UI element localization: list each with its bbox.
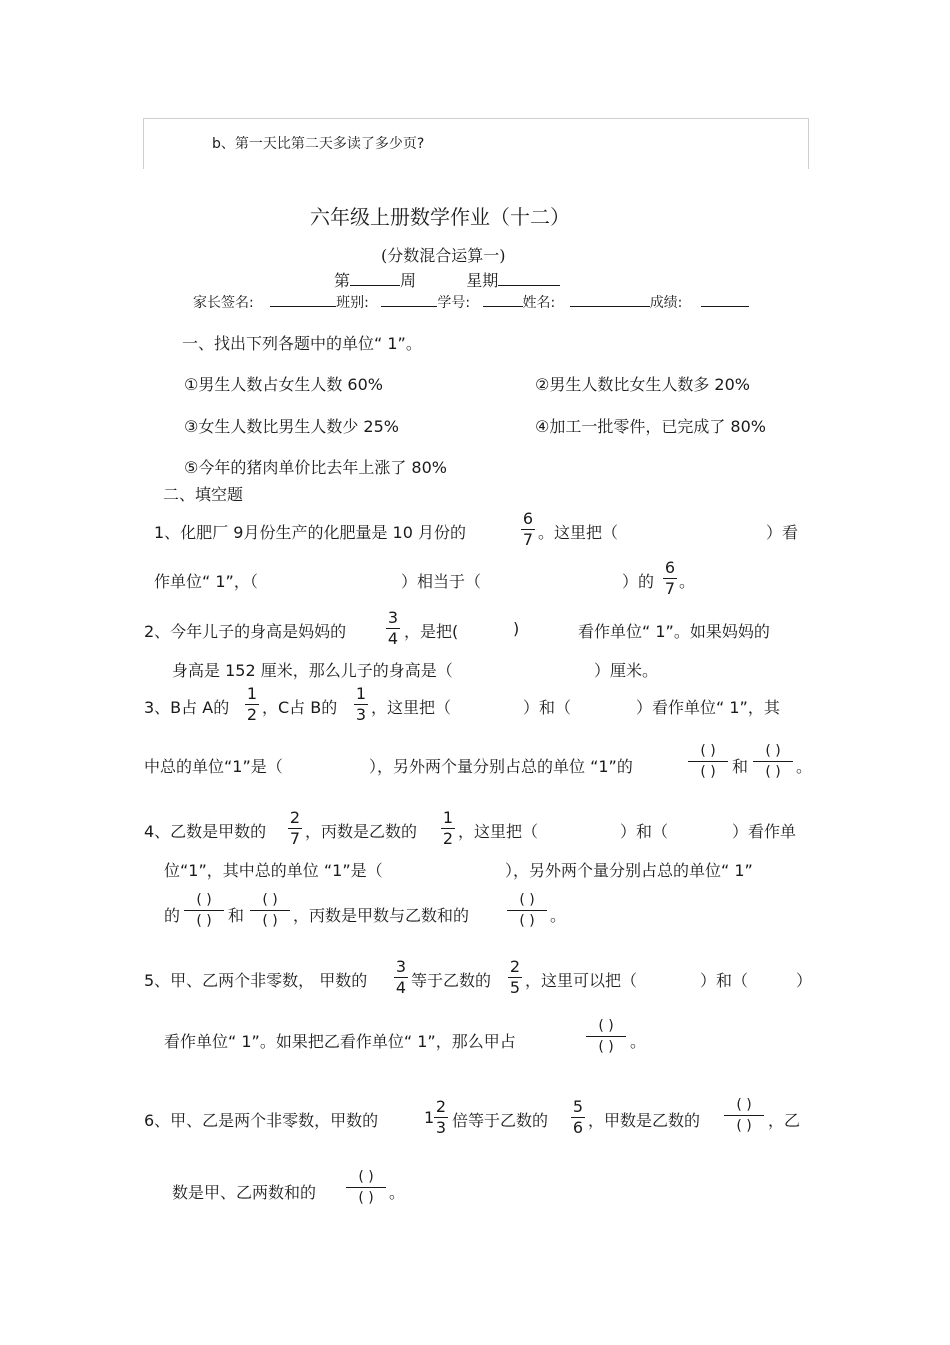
q5-text-f: 看作单位“ 1”。如果把乙看作单位“ 1”，那么甲占	[164, 1032, 516, 1051]
q1-frac-den: 7	[522, 530, 534, 549]
q3-fraction-1	[245, 684, 259, 725]
score-blank[interactable]	[701, 292, 749, 307]
page-title: 六年级上册数学作业（十二）	[310, 205, 570, 229]
q6-text-e: 数是甲、乙两数和的	[172, 1183, 317, 1202]
q1-text-f: ）的	[622, 572, 655, 591]
q5-text-g: 。	[630, 1032, 647, 1051]
q1-text-a: 1、化肥厂 9月份生产的化肥量是 10 月份的	[154, 523, 466, 542]
section1-heading: 一、找出下列各题中的单位“ 1”。	[182, 334, 422, 353]
q5-frac2-den: 5	[509, 978, 521, 997]
week-blank[interactable]	[350, 271, 400, 286]
q4-frac1-den: 7	[289, 829, 301, 848]
q6-blank-fraction-2[interactable]	[346, 1167, 386, 1208]
q5-text-c: ，这里可以把（	[525, 971, 638, 990]
q2-frac-den: 4	[387, 629, 399, 648]
top-question: b、第一天比第二天多读了多少页?	[212, 136, 425, 152]
q6-text-f: 。	[389, 1183, 406, 1202]
blank-num: ( )	[598, 1018, 614, 1034]
blank-num: ( )	[765, 743, 781, 759]
class-label: 班别:	[336, 295, 369, 311]
q2-text-b: ，是把(	[404, 622, 459, 641]
section1-item-4: ④加工一批零件，已完成了 80%	[535, 417, 766, 436]
q3-blank-fraction-2[interactable]	[753, 741, 793, 782]
q4-text-i: 和	[228, 906, 245, 925]
q3-blank-fraction-1[interactable]	[688, 741, 728, 782]
q4-text-k: 。	[550, 906, 567, 925]
q4-text-f: 位“1”，其中总的单位 “1”是（	[164, 861, 383, 880]
parent-sign-blank[interactable]	[270, 292, 336, 307]
student-no-blank[interactable]	[483, 292, 523, 307]
info-line	[193, 292, 749, 312]
blank-den: ( )	[736, 1118, 752, 1134]
q6-frac1-num: 2	[435, 1097, 447, 1116]
blank-num: ( )	[262, 892, 278, 908]
q5-blank-fraction[interactable]	[586, 1016, 626, 1057]
q3-frac1-num: 1	[246, 684, 258, 703]
q5-text-d: ）和（	[700, 971, 749, 990]
blank-num: ( )	[700, 743, 716, 759]
q5-fraction-1	[394, 957, 408, 998]
q3-text-g: ），另外两个量分别占总的单位 “1”的	[369, 757, 633, 776]
q2-text-a: 2、今年儿子的身高是妈妈的	[144, 622, 347, 641]
q1-text-e: ）相当于（	[401, 572, 482, 591]
week-di: 第	[334, 271, 351, 290]
q5-frac1-num: 3	[395, 957, 407, 976]
blank-den: ( )	[196, 913, 212, 929]
blank-den: ( )	[598, 1039, 614, 1055]
q6-frac2-den: 6	[572, 1118, 584, 1137]
q4-text-e: ）看作单	[732, 822, 797, 841]
parent-sign-label: 家长签名:	[193, 295, 254, 311]
q2-fraction	[386, 608, 400, 649]
q4-fraction-1	[288, 808, 302, 849]
q4-text-d: ）和（	[620, 822, 669, 841]
q5-fraction-2	[508, 957, 522, 998]
q1-text-d: 作单位“ 1”，（	[154, 572, 258, 591]
q6-fraction-1	[434, 1097, 448, 1138]
blank-den: ( )	[358, 1190, 374, 1206]
student-no-label: 学号:	[437, 295, 471, 311]
section1-item-5: ⑤今年的猪肉单价比去年上涨了 80%	[184, 458, 447, 477]
q6-text-d: ，乙	[768, 1111, 801, 1130]
name-blank[interactable]	[570, 292, 650, 307]
blank-num: ( )	[358, 1169, 374, 1185]
q6-fraction-2	[571, 1097, 585, 1138]
q4-text-g: ），另外两个量分别占总的单位“ 1”	[505, 861, 753, 880]
q3-text-e: ）看作单位“ 1”，其	[636, 698, 780, 717]
q6-mixed-whole: 1	[424, 1108, 435, 1127]
q4-fraction-2	[441, 808, 455, 849]
q4-blank-fraction-1[interactable]	[184, 890, 224, 931]
q1-frac-num: 6	[522, 509, 534, 528]
q3-frac1-den: 2	[246, 705, 258, 724]
q4-blank-fraction-2[interactable]	[250, 890, 290, 931]
q3-fraction-2	[354, 684, 368, 725]
blank-den: ( )	[700, 764, 716, 780]
q3-frac2-den: 3	[355, 705, 367, 724]
blank-den: ( )	[519, 913, 535, 929]
q6-blank-fraction-1[interactable]	[724, 1095, 764, 1136]
q5-text-b: 等于乙数的	[411, 971, 492, 990]
q2-text-e: 身高是 152 厘米，那么儿子的身高是（	[172, 661, 453, 680]
class-blank[interactable]	[381, 292, 437, 307]
q6-frac1-den: 3	[435, 1118, 447, 1137]
q5-frac2-num: 2	[509, 957, 521, 976]
q6-text-c: ，甲数是乙数的	[588, 1111, 701, 1130]
score-label: 成绩:	[649, 295, 683, 311]
q4-text-a: 4、乙数是甲数的	[144, 822, 267, 841]
name-label: 姓名:	[522, 295, 556, 311]
q5-frac1-den: 4	[395, 978, 407, 997]
q3-text-b: ，C占 B的	[262, 698, 338, 717]
q6-text-b: 倍等于乙数的	[452, 1111, 549, 1130]
q4-text-b: ，丙数是乙数的	[305, 822, 418, 841]
q3-text-c: ，这里把（	[371, 698, 452, 717]
section2-heading: 二、填空题	[163, 485, 244, 504]
blank-den: ( )	[765, 764, 781, 780]
q4-frac2-num: 1	[442, 808, 454, 827]
q1-fraction-2	[663, 558, 677, 599]
section1-item-2: ②男生人数比女生人数多 20%	[535, 375, 750, 394]
blank-num: ( )	[196, 892, 212, 908]
q1-frac2-num: 6	[664, 558, 676, 577]
q1-text-c: ）看	[766, 523, 799, 542]
q5-text-a: 5、甲、乙两个非零数， 甲数的	[144, 971, 368, 990]
q4-text-j: ，丙数是甲数与乙数和的	[293, 906, 470, 925]
q4-text-c: ，这里把（	[458, 822, 539, 841]
q2-frac-num: 3	[387, 608, 399, 627]
q1-text-g: 。	[679, 572, 696, 591]
q4-frac1-num: 2	[289, 808, 301, 827]
blank-num: ( )	[519, 892, 535, 908]
q3-text-i: 。	[796, 757, 813, 776]
q1-fraction	[521, 509, 535, 550]
q4-text-h: 的	[164, 906, 181, 925]
q4-frac2-den: 2	[442, 829, 454, 848]
q5-text-e: ）	[796, 971, 813, 990]
q6-frac2-num: 5	[572, 1097, 584, 1116]
q2-text-c: )	[513, 619, 520, 638]
q3-frac2-num: 1	[355, 684, 367, 703]
section1-item-1: ①男生人数占女生人数 60%	[184, 375, 383, 394]
q3-text-a: 3、B占 A的	[144, 698, 230, 717]
page-subtitle: (分数混合运算一)	[381, 246, 506, 265]
weekday-blank[interactable]	[498, 271, 560, 286]
q6-text-a: 6、甲、乙是两个非零数，甲数的	[144, 1111, 379, 1130]
q2-text-f: ）厘米。	[594, 661, 659, 680]
q1-text-b: 。这里把（	[538, 523, 619, 542]
q1-frac2-den: 7	[664, 579, 676, 598]
q3-text-d: ）和（	[523, 698, 572, 717]
week-line	[334, 268, 560, 291]
weekday-label: 星期	[466, 271, 499, 290]
q4-blank-fraction-3[interactable]	[507, 890, 547, 931]
q3-text-h: 和	[732, 757, 749, 776]
q2-text-d: 看作单位“ 1”。如果妈妈的	[578, 622, 770, 641]
week-zhou: 周	[400, 271, 417, 290]
section1-item-3: ③女生人数比男生人数少 25%	[184, 417, 399, 436]
blank-den: ( )	[262, 913, 278, 929]
blank-num: ( )	[736, 1097, 752, 1113]
q3-text-f: 中总的单位“1”是（	[144, 757, 283, 776]
